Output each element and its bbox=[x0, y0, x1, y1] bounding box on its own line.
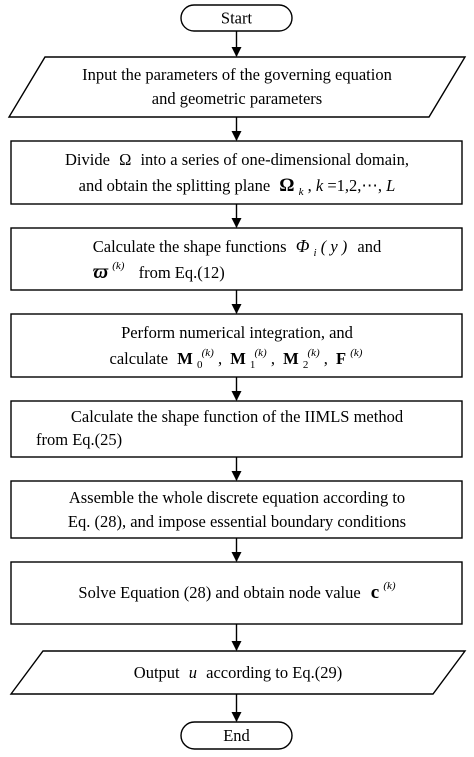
m2-superscript: (k) bbox=[307, 347, 320, 359]
phi-symbol: Φ bbox=[295, 236, 310, 256]
output-rest: according to Eq.(29) bbox=[206, 663, 343, 682]
m1-superscript: (k) bbox=[254, 347, 267, 359]
k-range: =1,2,⋯, bbox=[327, 176, 383, 195]
u-variable: u bbox=[188, 663, 198, 682]
f-symbol: F bbox=[336, 349, 347, 368]
input-line-2: and geometric parameters bbox=[151, 89, 323, 108]
phi-subscript-i: i bbox=[313, 247, 317, 259]
m0-superscript: (k) bbox=[201, 347, 214, 359]
omega-subscript-k: k bbox=[298, 186, 304, 198]
output-word: Output bbox=[133, 663, 180, 682]
comma-separator: , bbox=[307, 176, 316, 195]
end-node bbox=[181, 722, 292, 749]
start-node bbox=[181, 5, 292, 31]
iimls-node bbox=[11, 401, 462, 457]
m2-subscript: 2 bbox=[302, 359, 309, 371]
m0-subscript: 0 bbox=[196, 359, 203, 371]
c-superscript: (k) bbox=[383, 580, 396, 592]
and-word: and bbox=[357, 237, 382, 256]
shape-functions-text: Calculate the shape functions bbox=[92, 237, 287, 256]
f-superscript: (k) bbox=[350, 347, 363, 359]
m2-symbol: M bbox=[283, 349, 299, 368]
varpi-superscript-k: (k) bbox=[112, 260, 125, 272]
m0-symbol: M bbox=[177, 349, 193, 368]
start-label: Start bbox=[220, 8, 253, 28]
divide-node bbox=[11, 141, 462, 204]
assemble-node bbox=[11, 481, 462, 538]
from-eq-12: from Eq.(12) bbox=[138, 263, 225, 282]
omega-symbol: Ω bbox=[119, 150, 132, 169]
input-line-1: Input the parameters of the governing equation bbox=[82, 65, 392, 84]
calculate-word: calculate bbox=[109, 349, 169, 368]
divide-word: Divide bbox=[65, 150, 110, 169]
output-line bbox=[134, 663, 342, 682]
end-label: End bbox=[223, 726, 250, 745]
assemble-line-2: Eq. (28), and impose essential boundary conditions bbox=[67, 512, 407, 531]
shape-functions-node bbox=[11, 228, 462, 290]
sep-1: , bbox=[217, 349, 223, 368]
c-symbol: c bbox=[370, 582, 380, 603]
m1-subscript: 1 bbox=[249, 359, 256, 371]
integration-line-1: Perform numerical integration, and bbox=[121, 323, 353, 342]
splitting-plane-text: and obtain the splitting plane bbox=[78, 176, 271, 195]
input-node bbox=[9, 57, 465, 117]
output-node bbox=[11, 651, 465, 694]
phi-argument-y: ( y ) bbox=[320, 237, 348, 256]
L-variable: L bbox=[386, 176, 396, 195]
k-variable: k bbox=[315, 176, 324, 195]
m1-symbol: M bbox=[230, 349, 246, 368]
assemble-line-1: Assemble the whole discrete equation according to bbox=[68, 488, 406, 507]
solve-node bbox=[11, 562, 462, 624]
solve-line bbox=[78, 580, 395, 603]
solve-text: Solve Equation (28) and obtain node value bbox=[78, 583, 361, 602]
iimls-line-1: Calculate the shape function of the IIMLS method bbox=[70, 407, 404, 426]
varpi-symbol: ϖ bbox=[93, 261, 109, 283]
integration-node bbox=[11, 314, 462, 377]
omega-bold-symbol: Ω bbox=[279, 175, 295, 196]
sep-2: , bbox=[270, 349, 275, 368]
divide-rest: into a series of one-dimensional domain, bbox=[140, 150, 409, 169]
sep-3: , bbox=[323, 349, 328, 368]
iimls-line-2: from Eq.(25) bbox=[36, 430, 123, 449]
